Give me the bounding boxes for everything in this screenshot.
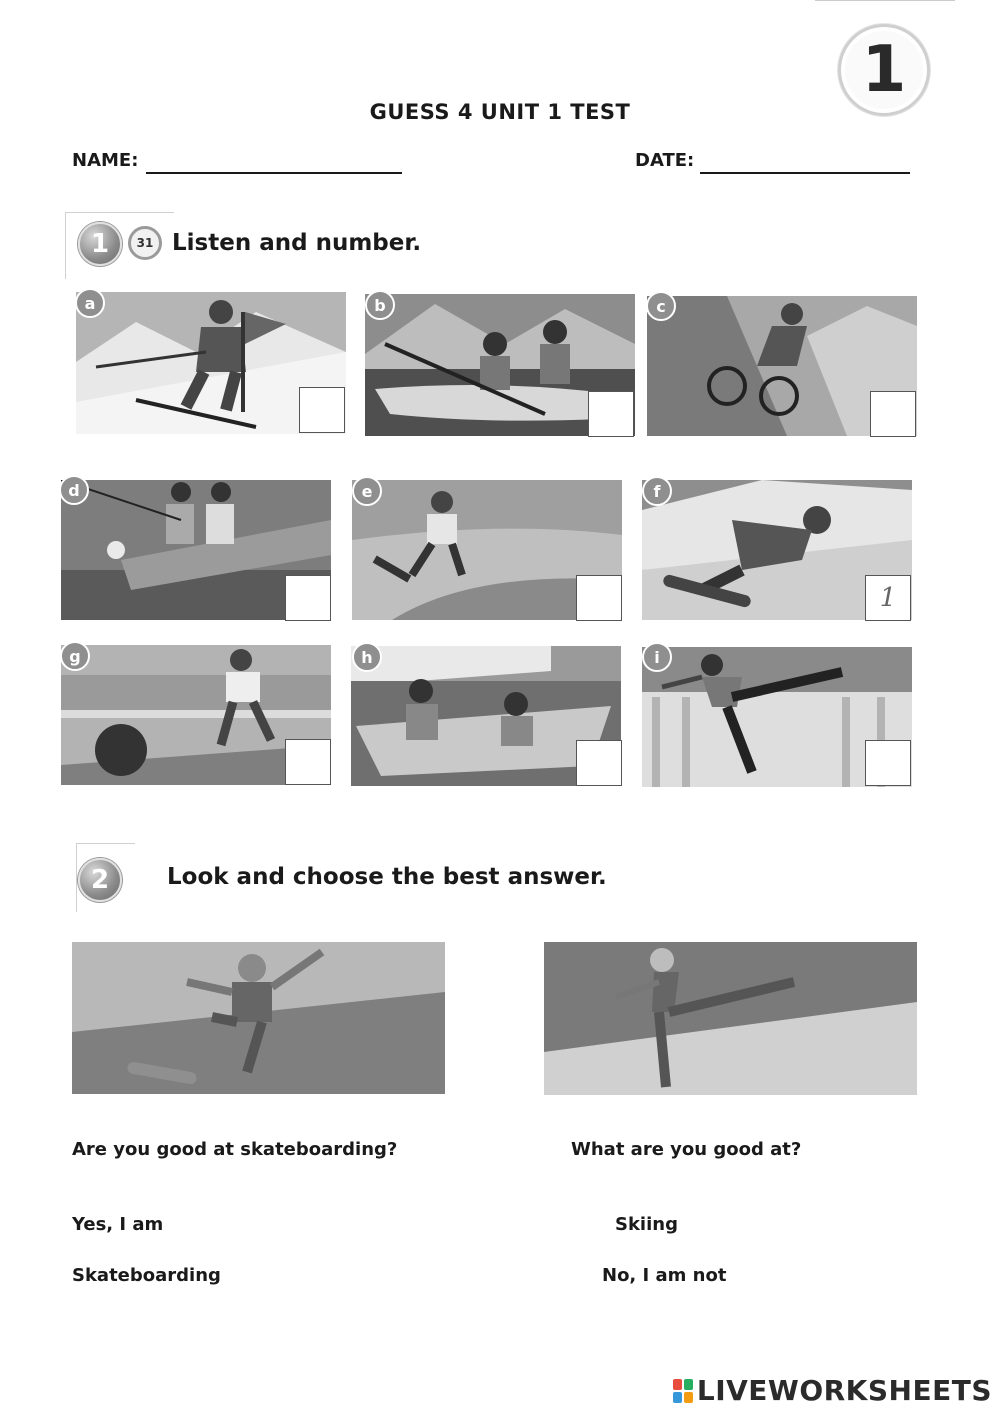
brand-name: LIVEWORKSHEETS: [696, 1374, 992, 1407]
answer-box-h[interactable]: [576, 740, 622, 786]
question-2-option-2[interactable]: No, I am not: [602, 1265, 727, 1286]
answer-box-c[interactable]: [870, 391, 916, 437]
section2-number-badge: 2: [78, 858, 122, 902]
answer-box-f[interactable]: 1: [865, 575, 911, 621]
date-label: DATE:: [635, 150, 695, 171]
picture-ice-skating-girl: [544, 942, 917, 1095]
answer-box-b[interactable]: [588, 391, 634, 437]
answer-box-g[interactable]: [285, 739, 331, 785]
date-field[interactable]: [700, 172, 910, 174]
question-1-option-2[interactable]: Skateboarding: [72, 1265, 221, 1286]
top-rule: [815, 0, 955, 1]
picture-letter-f: f: [642, 476, 672, 506]
question-1-option-1[interactable]: Yes, I am: [72, 1214, 164, 1235]
name-field[interactable]: [146, 172, 402, 174]
section2-heading: Look and choose the best answer.: [167, 864, 607, 890]
answer-box-i[interactable]: [865, 740, 911, 786]
audio-track-icon[interactable]: 31: [128, 226, 162, 260]
liveworksheets-logo-icon: [673, 1379, 693, 1403]
name-label: NAME:: [72, 150, 139, 171]
picture-letter-e: e: [352, 476, 382, 506]
picture-letter-b: b: [365, 290, 395, 320]
picture-letter-a: a: [75, 288, 105, 318]
question-2: What are you good at?: [571, 1139, 802, 1160]
question-2-option-1[interactable]: Skiing: [615, 1214, 678, 1235]
section1-heading: Listen and number.: [172, 230, 422, 256]
page-number-badge: 1: [838, 24, 930, 116]
liveworksheets-brand[interactable]: [673, 1374, 992, 1407]
picture-letter-h: h: [352, 642, 382, 672]
answer-box-a[interactable]: [299, 387, 345, 433]
question-1: Are you good at skateboarding?: [72, 1139, 398, 1160]
answer-box-d[interactable]: [285, 575, 331, 621]
picture-letter-d: d: [59, 475, 89, 505]
picture-letter-g: g: [60, 641, 90, 671]
page-title: GUESS 4 UNIT 1 TEST: [369, 100, 631, 124]
picture-letter-c: c: [646, 291, 676, 321]
answer-box-e[interactable]: [576, 575, 622, 621]
picture-skateboarding-boy: [72, 942, 445, 1094]
picture-letter-i: i: [642, 642, 672, 672]
section1-number-badge: 1: [78, 222, 122, 266]
